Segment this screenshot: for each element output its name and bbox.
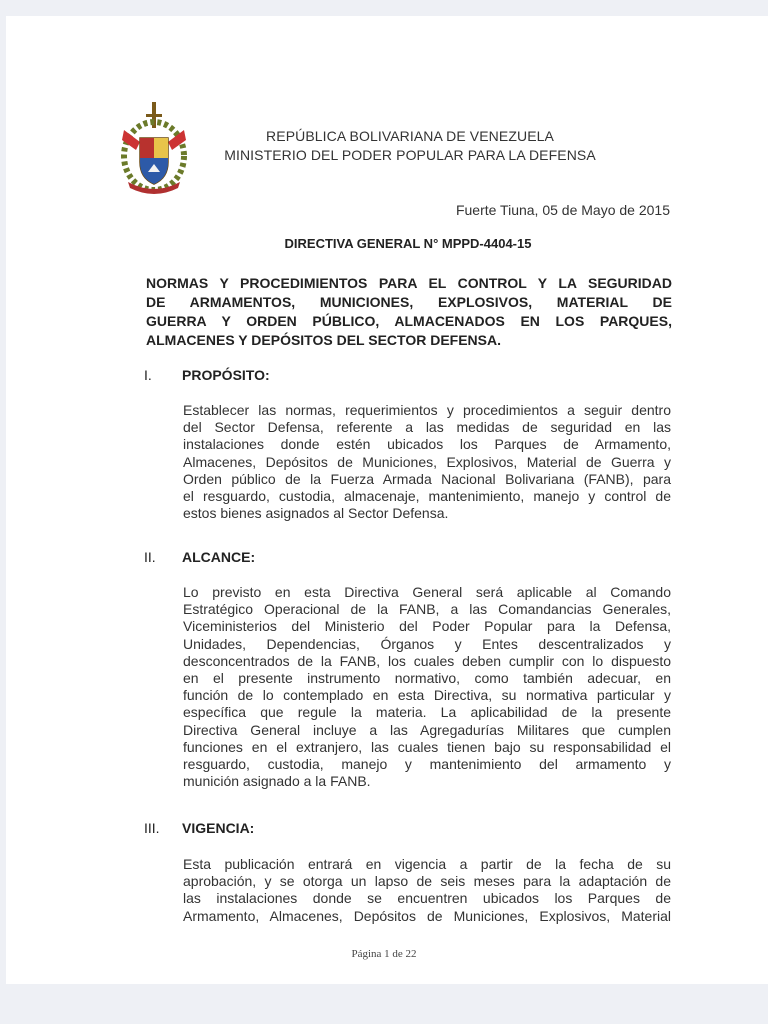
body-line: Esta publicación entrará en vigencia a partir de la fecha de su (183, 856, 671, 872)
section-title: PROPÓSITO: (182, 367, 270, 383)
document-date: Fuerte Tiuna, 05 de Mayo de 2015 (455, 202, 670, 218)
body-line: Lo previsto en esta Directiva General será aplicable al Comando (183, 584, 671, 600)
body-line: resguardo, custodia, manejo y mantenimiento del armamento y (183, 756, 671, 773)
section-heading-proposito (144, 367, 270, 383)
section-heading-vigencia (144, 820, 254, 836)
section-body-alcance (183, 584, 671, 790)
title-line: ALMACENES Y DEPÓSITOS DEL SECTOR DEFENSA. (146, 332, 501, 348)
title-line: DE ARMAMENTOS, MUNICIONES, EXPLOSIVOS, MATERIAL DE (146, 294, 672, 310)
body-line: aprobación, y se otorga un lapso de seis meses para la adaptación de (183, 873, 671, 890)
body-line: en el presente instrumento normativo, como también adecuar, en (183, 670, 671, 687)
header-republic: REPÚBLICA BOLIVARIANA DE VENEZUELA (266, 128, 554, 144)
body-line: Almacenes, Depósitos de Municiones, Explosivos, Material de Guerra y (183, 453, 671, 470)
section-heading-alcance (144, 549, 255, 565)
body-line: estos bienes asignados al Sector Defensa. (183, 505, 449, 522)
body-line: instalaciones donde estén ubicados los Parques de Armamento, (183, 436, 671, 453)
body-line: Directiva General incluye a las Agregadurías Militares que cumplen (183, 721, 671, 738)
body-line: específica que regule la materia. La aplicabilidad de la presente (183, 704, 671, 721)
body-line: desconcentrados de la FANB, los cuales deben cumplir con lo dispuesto (183, 652, 671, 669)
body-line: el resguardo, custodia, almacenaje, mantenimiento, manejo y control de (183, 488, 671, 505)
directive-number: DIRECTIVA GENERAL N° MPPD-4404-15 (284, 236, 532, 251)
body-line: Unidades, Dependencias, Órganos y Entes descentralizados y (183, 635, 671, 652)
section-number: I. (144, 367, 152, 383)
body-line: Orden público de la Fuerza Armada Nacional Bolivariana (FANB), para (183, 470, 671, 487)
header-ministry: MINISTERIO DEL PODER POPULAR PARA LA DEFENSA (224, 147, 596, 163)
body-line: Viceministerios del Ministerio del Poder Popular para la Defensa, (183, 618, 671, 635)
body-line: funciones en el extranjero, las cuales tienen bajo su responsabilidad el (183, 738, 671, 755)
body-line: Estratégico Operacional de la FANB, a las Comandancias Generales, (183, 601, 671, 618)
title-line: NORMAS Y PROCEDIMIENTOS PARA EL CONTROL Y LA SEGURIDAD (146, 275, 672, 291)
section-body-vigencia (183, 856, 671, 925)
body-line: las instalaciones donde se encuentren ubicados los Parques de (183, 890, 671, 907)
body-line: función de lo contemplado en esta Directiva, su normativa particular y (183, 687, 671, 704)
section-title: VIGENCIA: (182, 820, 255, 836)
section-number: III. (144, 820, 160, 836)
body-line: del Sector Defensa, referente a las medidas de seguridad en las (183, 419, 671, 436)
document-title (146, 274, 672, 350)
body-line: Armamento, Almacenes, Depósitos de Municiones, Explosivos, Material (183, 907, 671, 924)
body-line: munición asignado a la FANB. (183, 773, 371, 790)
section-number: II. (144, 549, 156, 565)
section-body-proposito (183, 402, 671, 522)
page-number-footer: Página 1 de 22 (351, 948, 417, 960)
title-line: GUERRA Y ORDEN PÚBLICO, ALMACENADOS EN LOS PARQUES, (146, 313, 672, 329)
military-crest-icon (118, 100, 190, 196)
body-line: Establecer las normas, requerimientos y procedimientos a seguir dentro (183, 402, 671, 418)
section-title: ALCANCE: (182, 549, 256, 565)
